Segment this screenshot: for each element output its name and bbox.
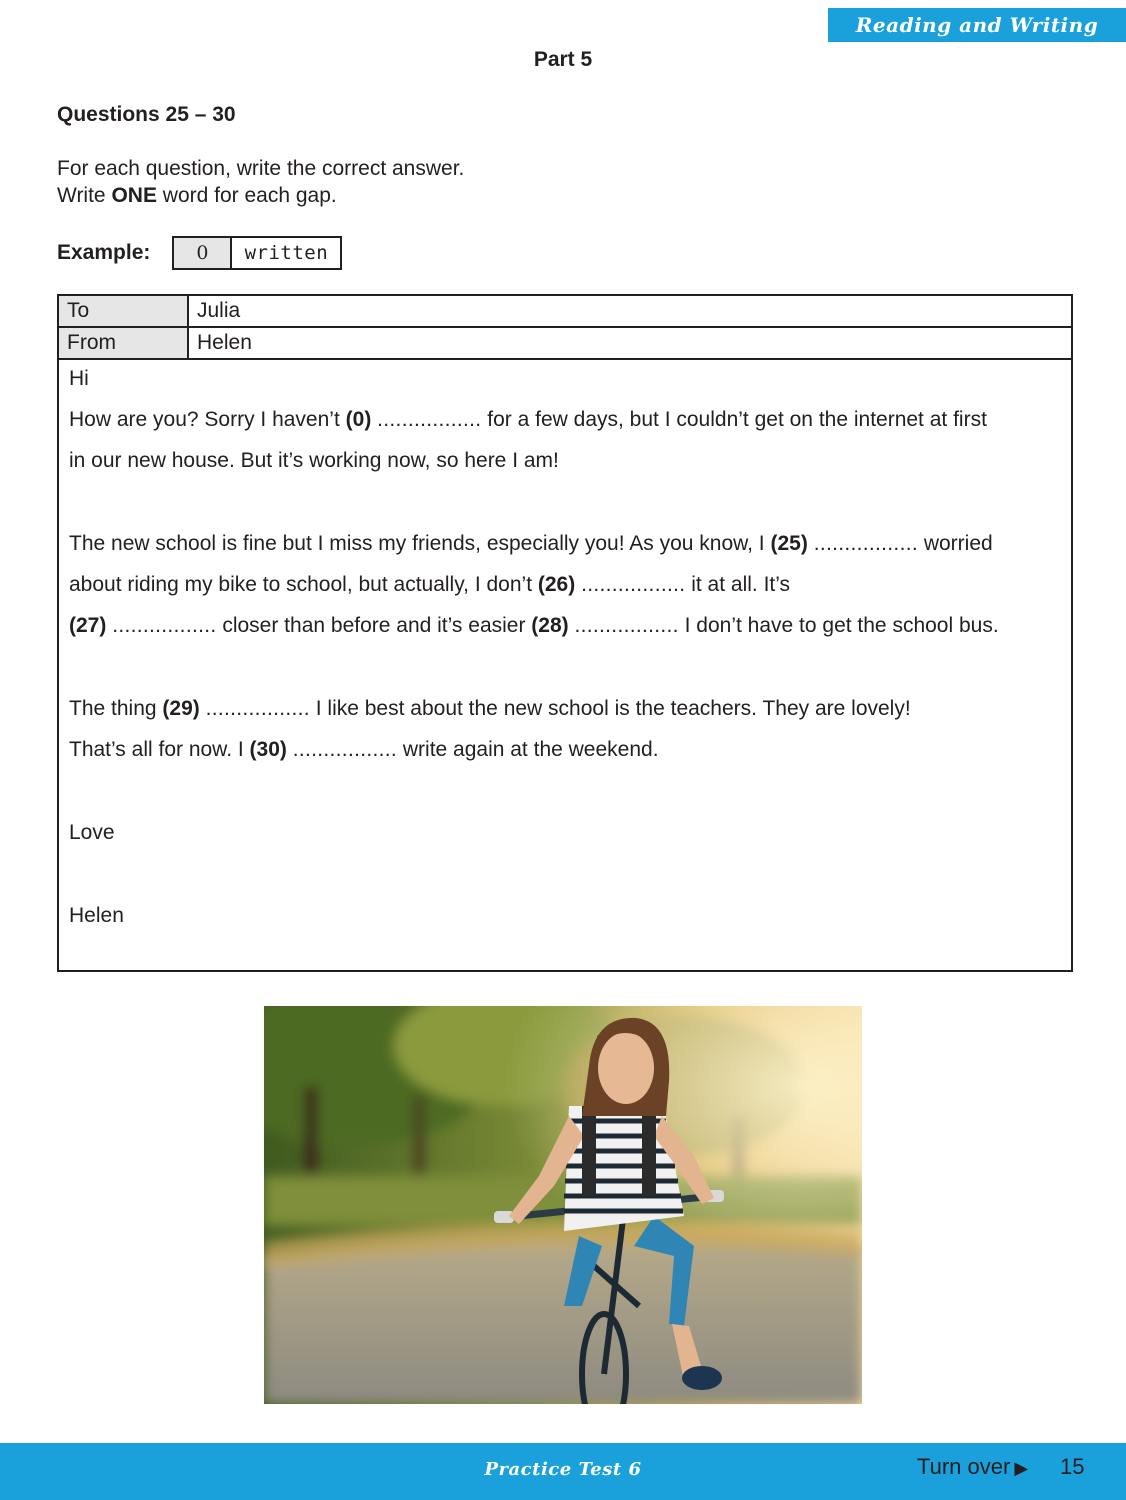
gap-0: ................. xyxy=(377,408,482,431)
email-line: The new school is fine but I miss my friends, especially you! As you know, I (25) ................. worried xyxy=(69,532,993,555)
gap-25: ................. xyxy=(813,532,918,555)
email-greeting: Hi xyxy=(69,367,89,390)
gap-number-30: (30) xyxy=(249,738,287,761)
from-value: Helen xyxy=(197,331,252,354)
gap-26: ................. xyxy=(581,573,686,596)
from-label: From xyxy=(59,328,189,358)
footer-title: Practice Test 6 xyxy=(484,1459,642,1480)
example-label: Example: xyxy=(57,241,151,264)
example-row xyxy=(57,236,342,270)
page-number: 15 xyxy=(1060,1454,1085,1479)
instruction-line-1: For each question, write the correct answer. xyxy=(57,157,465,180)
part-title: Part 5 xyxy=(533,48,593,71)
gap-28: ................. xyxy=(574,614,679,637)
email-line: (27) ................. closer than before and it’s easier (28) ................. I don’t have to get the school bus. xyxy=(69,614,999,637)
email-line: The thing (29) ................. I like best about the new school is the teachers. They are lovely! xyxy=(69,697,911,720)
gap-number-25: (25) xyxy=(770,532,808,555)
gap-number-26: (26) xyxy=(537,573,576,596)
example-number: 0 xyxy=(174,238,232,268)
email-line: That’s all for now. I (30) ................. write again at the weekend. xyxy=(69,738,659,761)
example-box xyxy=(172,236,342,270)
footer-bar xyxy=(0,1443,1126,1500)
photo-illustration xyxy=(264,1006,862,1404)
play-arrow-icon: ▶ xyxy=(1014,1458,1029,1478)
turn-over xyxy=(917,1443,1028,1492)
example-answer: written xyxy=(244,242,329,264)
email-from-row xyxy=(59,328,1071,360)
gap-30: ................. xyxy=(292,738,398,761)
email-line: about riding my bike to school, but actually, I don’t (26) ................. it at all. It’s xyxy=(69,573,791,596)
instruction-line-2: Write ONE word for each gap. xyxy=(57,184,337,207)
section-tab: Reading and Writing xyxy=(828,8,1126,42)
email-line: How are you? Sorry I haven’t (0) ................. for a few days, but I couldn’t get on the internet at first xyxy=(69,408,987,431)
to-value: Julia xyxy=(197,299,241,322)
email-signature: Helen xyxy=(69,904,124,927)
gap-29: ................. xyxy=(205,697,310,720)
email-line: in our new house. But it’s working now, so here I am! xyxy=(69,449,559,472)
gap-number-27: (27) xyxy=(69,614,107,637)
turn-over-label: Turn over xyxy=(917,1454,1011,1479)
email-to-row xyxy=(59,296,1071,328)
email-closing: Love xyxy=(69,821,115,844)
to-label: To xyxy=(59,296,189,326)
girl-on-bike-photo xyxy=(264,1006,862,1404)
email-box xyxy=(57,294,1073,972)
gap-number-29: (29) xyxy=(162,697,200,720)
gap-27: ................. xyxy=(112,614,217,637)
gap-number-0: (0) xyxy=(345,408,372,431)
gap-number-28: (28) xyxy=(531,614,569,637)
questions-heading: Questions 25 – 30 xyxy=(57,103,236,126)
